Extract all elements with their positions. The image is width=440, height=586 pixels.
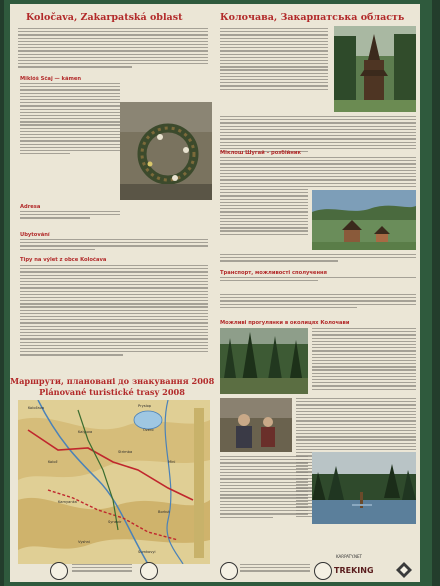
- mishka-text-2: [220, 189, 308, 237]
- wreath-icon: [120, 102, 212, 200]
- trail-map: [18, 400, 210, 564]
- map-label: Ozero: [143, 428, 154, 432]
- wooden-church-photo: [334, 26, 416, 112]
- transport-heading: Транспорт, можливості сполучення: [220, 270, 327, 276]
- czech-intro-text: [18, 28, 208, 69]
- terrain-icon: [18, 400, 210, 564]
- partner-logo-3: [220, 562, 238, 580]
- map-label: Pryslop: [138, 404, 152, 408]
- forest-icon: [220, 328, 308, 394]
- map-label: Strimba: [118, 450, 133, 454]
- address-text: [20, 211, 120, 221]
- czech-title: Koločava, Zakarpatská oblast: [26, 12, 183, 23]
- people-icon: [220, 398, 292, 452]
- wreath-photo: [120, 102, 212, 200]
- ukrainian-intro-text: [220, 28, 328, 92]
- lake-icon: [312, 452, 416, 524]
- ukrainian-text-6: [220, 456, 308, 520]
- accommodation-text: [20, 239, 208, 252]
- village-icon: [312, 190, 416, 250]
- footer-credits-ua: [240, 564, 310, 574]
- map-label: Koločava: [28, 406, 45, 410]
- ukrainian-text-2: [220, 116, 416, 154]
- people-photo: [220, 398, 292, 452]
- trips-text-cz: [20, 265, 208, 357]
- address-heading: Adresa: [20, 204, 41, 210]
- trips-heading-ua: Можливі прогулянки в околицях Колочави: [220, 320, 350, 326]
- koliba-text: [20, 83, 120, 156]
- transport-text: [220, 277, 416, 283]
- information-poster: [10, 4, 420, 582]
- koliba-heading: Miklóš Ščaj — kámen: [20, 76, 82, 82]
- map-label: Kalyuva: [78, 430, 93, 434]
- map-label: Sumkovyi: [138, 550, 156, 554]
- ukrainian-text-3: [220, 254, 416, 264]
- map-label: Borkut: [158, 510, 170, 514]
- partner-logo-5: [396, 562, 412, 578]
- accommodation-heading: Ubytování: [20, 232, 50, 238]
- trips-heading-cz: Tipy na výlet z obce Koločava: [20, 257, 107, 263]
- map-title-cz: Plánované turistické trasy 2008: [39, 387, 185, 397]
- lake-photo: [312, 452, 416, 524]
- mishka-heading: Міклош Шугай – розбійник: [220, 150, 302, 156]
- partner-logo-1: [50, 562, 68, 580]
- forest-photo: [220, 328, 308, 394]
- map-label: Mini: [168, 460, 176, 464]
- trekking-brand: TREKING: [334, 566, 374, 575]
- map-label: Koloč: [48, 460, 58, 464]
- partner-logo-4: [314, 562, 332, 580]
- village-photo: [312, 190, 416, 250]
- diamond-icon: [396, 562, 412, 578]
- church-icon: [334, 26, 416, 112]
- partner-credits: [72, 564, 132, 574]
- ukrainian-title: Колочава, Закарпатська область: [220, 12, 405, 23]
- czech-column: [10, 4, 214, 582]
- map-label: Vyshni: [78, 540, 90, 544]
- map-label: Kamyanka: [58, 500, 77, 504]
- karpaty-url: KARPATY.NET: [336, 554, 362, 559]
- trips-text-ua: [312, 328, 416, 392]
- ukrainian-column: [216, 4, 420, 582]
- ukrainian-text-4: [220, 294, 416, 310]
- map-label: Synevir: [108, 520, 122, 524]
- partner-logo-2: [140, 562, 158, 580]
- mishka-text: [220, 157, 416, 189]
- map-title-ua: Маршрути, плановані до знакування 2008: [10, 376, 215, 386]
